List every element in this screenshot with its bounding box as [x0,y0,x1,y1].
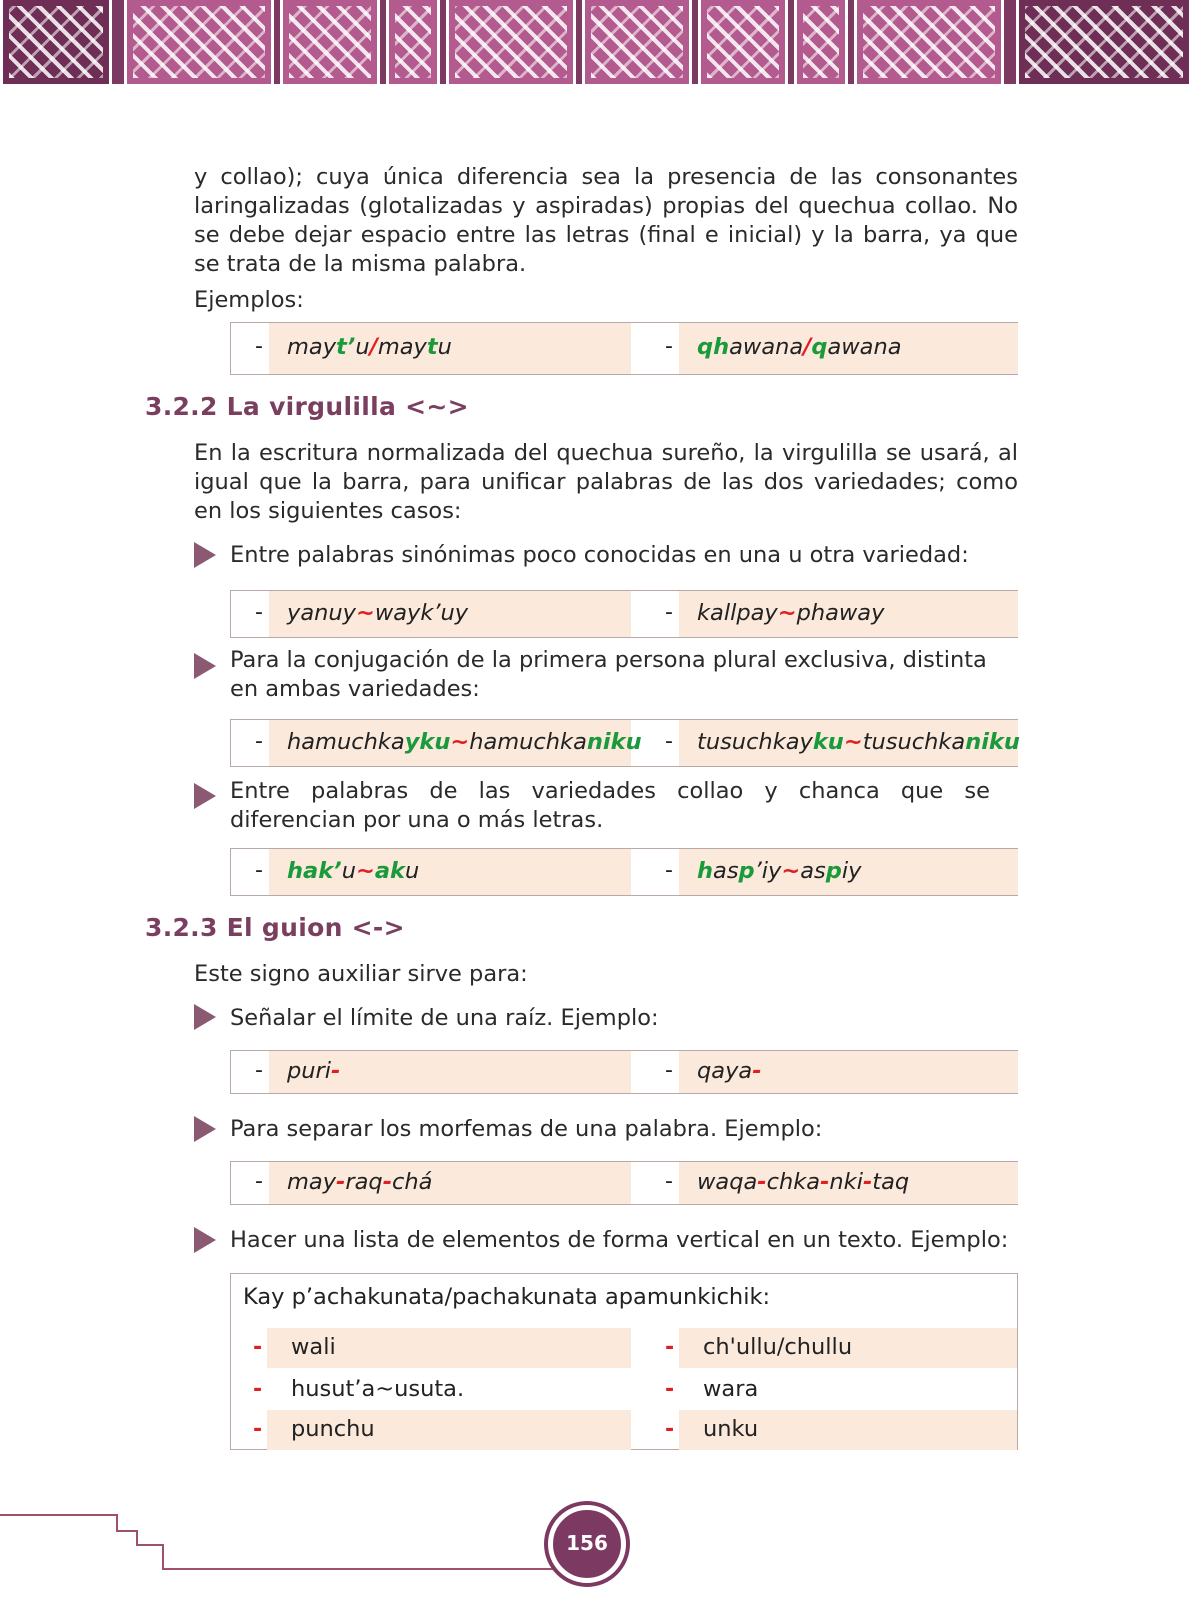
bullet-triangle-icon [194,1116,216,1142]
list-row [231,1370,1017,1410]
example-word: yanuy~wayk’uy [287,600,469,626]
example-word: puri- [287,1058,341,1084]
list-dash: - [253,1417,263,1442]
section-3-2-2-paragraph: En la escritura normalizada del quechua sureño, la virgulilla se usará, al igual que la barra, para unificar palabras de las dos variedades; como en los siguientes casos: [194,440,1018,524]
bullet-triangle-icon [194,542,216,568]
footer-line [162,1544,164,1570]
banner-pattern-tile [0,0,112,84]
example-word: qaya- [697,1058,762,1084]
section-title-3-2-2: 3.2.2 La virgulilla <~> [145,392,469,421]
example-word: waqa-chka-nki-taq [697,1169,910,1195]
banner-pattern-tile [582,0,692,84]
example-dash: - [665,1169,673,1194]
section-3-2-3-intro: Este signo auxiliar sirve para: [194,961,528,987]
list-item: ch'ullu/chullu [703,1334,853,1360]
example-word: tusuchkayku~tusuchkaniku [697,729,1020,755]
example-dash: - [665,729,673,754]
footer-line [136,1544,164,1546]
example-dash: - [665,1058,673,1083]
banner-pattern-tile [446,0,576,84]
example-dash: - [255,334,263,359]
example-box [230,322,1018,375]
examples-label: Ejemplos: [194,287,304,313]
example-dash: - [255,729,263,754]
section-title-3-2-3: 3.2.3 El guion <-> [145,913,405,942]
example-box [230,1050,1018,1094]
list-item: husut’a~usuta. [291,1376,465,1402]
page-number: 156 [548,1505,626,1583]
list-dash: - [665,1335,675,1360]
banner-pattern-tile [1016,0,1192,84]
banner-pattern-tile [794,0,848,84]
example-word: may-raq-chá [287,1169,433,1195]
example-dash: - [255,600,263,625]
bullet-text: Señalar el límite de una raíz. Ejemplo: [230,1005,659,1031]
banner-pattern-tile [386,0,440,84]
footer-line [0,1514,118,1516]
example-box [230,1161,1018,1205]
banner-pattern-tile [124,0,274,84]
example-word: hak’u~aku [287,858,420,884]
list-dash: - [665,1377,675,1402]
list-item: unku [703,1416,759,1442]
example-dash: - [665,858,673,883]
example-word: hamuchkayku~hamuchkaniku [287,729,642,755]
example-dash: - [255,858,263,883]
list-title: Kay p’achakunata/pachakunata apamunkichik: [243,1284,771,1310]
example-dash: - [255,1058,263,1083]
example-dash: - [255,1169,263,1194]
list-dash: - [253,1377,263,1402]
example-box [230,848,1018,896]
bullet-triangle-icon [194,653,216,679]
decorative-banner [0,0,1192,84]
banner-pattern-tile [854,0,1004,84]
example-word: mayt’u/maytu [287,334,452,360]
banner-pattern-tile [280,0,380,84]
bullet-text: Para la conjugación de la primera persona plural exclusiva, distinta en ambas variedades: [230,647,987,702]
example-dash: - [665,334,673,359]
example-word: qhawana/qawana [697,334,902,360]
example-word: hasp’iy~aspiy [697,858,862,884]
footer-line [116,1530,138,1532]
list-row [231,1328,1017,1368]
bullet-text: Entre palabras sinónimas poco conocidas en una u otra variedad: [230,542,969,568]
list-item: wara [703,1376,759,1402]
bullet-text: Entre palabras de las variedades collao y chanca que se diferencian por una o más letras. [230,778,990,833]
list-dash: - [665,1417,675,1442]
bullet-text: Hacer una lista de elementos de forma vertical en un texto. Ejemplo: [230,1227,1009,1253]
list-example-box [230,1273,1018,1450]
list-dash: - [253,1335,263,1360]
list-item: wali [291,1334,336,1360]
footer-line [162,1568,554,1570]
bullet-triangle-icon [194,1004,216,1030]
bullet-text: Para separar los morfemas de una palabra. Ejemplo: [230,1116,823,1142]
example-box [230,590,1018,638]
bullet-triangle-icon [194,1227,216,1253]
list-row [231,1410,1017,1450]
example-box [230,719,1018,767]
banner-pattern-tile [698,0,788,84]
bullet-triangle-icon [194,783,216,809]
list-item: punchu [291,1416,375,1442]
example-dash: - [665,600,673,625]
intro-paragraph: y collao); cuya única diferencia sea la presencia de las consonantes laringalizadas (glotalizadas y aspiradas) propias del quechua collao. No se debe dejar espacio entre las letras (final e inicial) y la barra, ya que se trata de la misma palabra. [194,164,1018,277]
example-word: kallpay~phaway [697,600,885,626]
